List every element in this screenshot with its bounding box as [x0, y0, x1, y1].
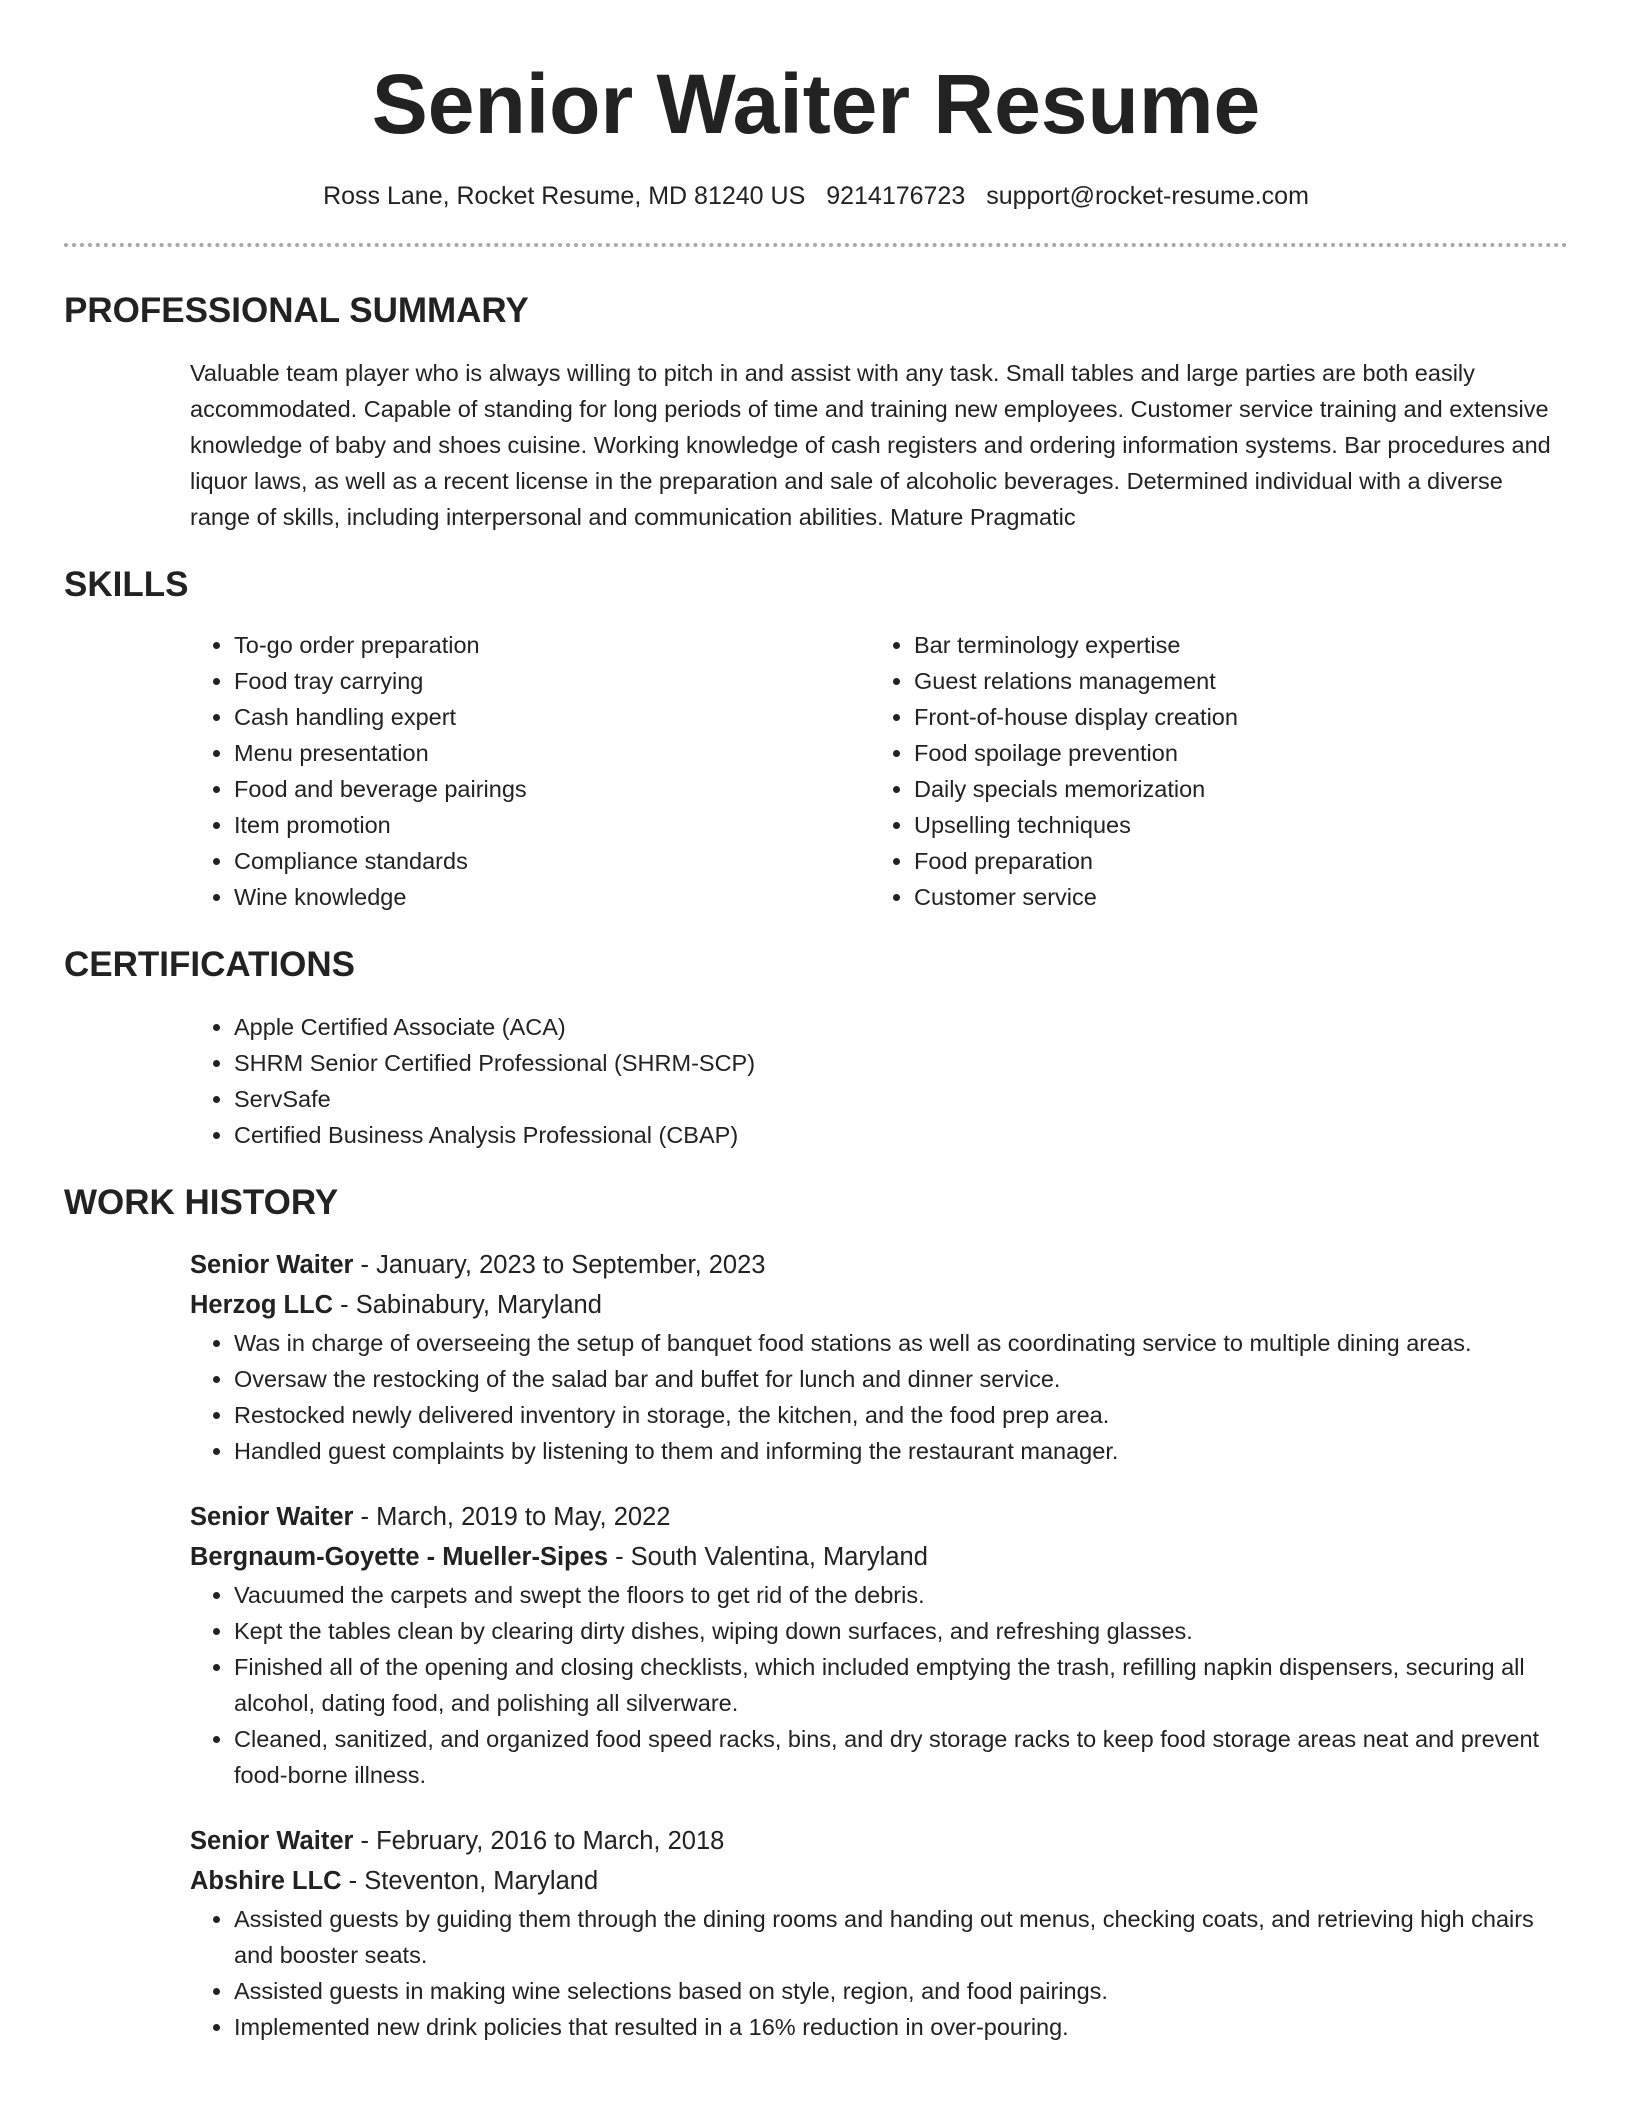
skill-item: • Bar terminology expertise: [914, 627, 1550, 663]
job-duty: • Oversaw the restocking of the salad bar and buffet for lunch and dinner service.: [234, 1361, 1568, 1397]
job-duties: [190, 1577, 1568, 1793]
skills-column-left: [190, 627, 870, 915]
work-history-body: [190, 1245, 1568, 2045]
certification-item: • SHRM Senior Certified Professional (SHRM-SCP): [234, 1045, 1568, 1081]
job-company-line: [190, 1285, 1568, 1325]
contact-address: Ross Lane, Rocket Resume, MD 81240 US: [323, 182, 806, 210]
work-history-heading: WORK HISTORY: [64, 1182, 339, 1222]
job-duty: • Finished all of the opening and closing checklists, which included emptying the trash, refilling napkin dispensers, securing all alcohol, dating food, and polishing all silverware.: [234, 1649, 1568, 1721]
certification-item: • Apple Certified Associate (ACA): [234, 1009, 1568, 1045]
skill-item: • Wine knowledge: [234, 879, 870, 915]
skills-heading: SKILLS: [64, 564, 189, 604]
certification-item: • Certified Business Analysis Professional (CBAP): [234, 1117, 1568, 1153]
skills-list-left: [190, 627, 870, 915]
certifications-list: [190, 1009, 1568, 1153]
skill-item: • Food tray carrying: [234, 663, 870, 699]
certifications-body: [190, 1009, 1568, 1153]
job-duty: • Assisted guests by guiding them through the dining rooms and handing out menus, checking coats, and retrieving high chairs and booster seats.: [234, 1901, 1568, 1973]
certification-item: • ServSafe: [234, 1081, 1568, 1117]
contact-email: support@rocket-resume.com: [986, 182, 1309, 210]
contact-phone: 9214176723: [826, 182, 966, 210]
job-dates: - March, 2019 to May, 2022: [353, 1502, 671, 1531]
job-role: Senior Waiter: [190, 1502, 354, 1531]
skill-item: • Food and beverage pairings: [234, 771, 870, 807]
skill-item: • Item promotion: [234, 807, 870, 843]
job-title-line: [190, 1245, 1568, 1285]
skills-list-right: [870, 627, 1550, 915]
job-entry: [190, 1821, 1568, 2045]
resume-title: Senior Waiter Resume: [371, 57, 1261, 151]
skill-item: • Food spoilage prevention: [914, 735, 1550, 771]
job-company: Herzog LLC: [190, 1290, 334, 1319]
skill-item: • Customer service: [914, 879, 1550, 915]
job-duty: • Vacuumed the carpets and swept the floors to get rid of the debris.: [234, 1577, 1568, 1613]
job-duty: • Kept the tables clean by clearing dirty dishes, wiping down surfaces, and refreshing glasses.: [234, 1613, 1568, 1649]
job-company-line: [190, 1537, 1568, 1577]
skill-item: • Daily specials memorization: [914, 771, 1550, 807]
job-entry: [190, 1245, 1568, 1469]
job-duty: • Restocked newly delivered inventory in storage, the kitchen, and the food prep area.: [234, 1397, 1568, 1433]
skill-item: • Guest relations management: [914, 663, 1550, 699]
skill-item: • Front-of-house display creation: [914, 699, 1550, 735]
skill-item: • To-go order preparation: [234, 627, 870, 663]
job-duties: [190, 1325, 1568, 1469]
job-duty: • Implemented new drink policies that resulted in a 16% reduction in over-pouring.: [234, 2009, 1568, 2045]
job-dates: - February, 2016 to March, 2018: [353, 1826, 725, 1855]
skill-item: • Upselling techniques: [914, 807, 1550, 843]
job-title-line: [190, 1821, 1568, 1861]
job-duties: [190, 1901, 1568, 2045]
job-entry: [190, 1497, 1568, 1793]
certifications-heading: CERTIFICATIONS: [64, 944, 356, 984]
summary-heading: PROFESSIONAL SUMMARY: [64, 290, 529, 330]
summary-text: Valuable team player who is always willing to pitch in and assist with any task. Small tables and large parties are both easily accommodated. Capable of standing for long periods of time and training new employees. Customer service training and extensive knowledge of baby and shoes cuisine. Working knowledge of cash registers and ordering information systems. Bar procedures and liquor laws, as well as a recent license in the preparation and sale of alcoholic beverages. Determined individual with a diverse range of skills, including interpersonal and communication abilities. Mature Pragmatic: [190, 359, 1551, 530]
job-role: Senior Waiter: [190, 1826, 354, 1855]
job-company-line: [190, 1861, 1568, 1901]
skills-grid: [190, 627, 1568, 915]
job-duty: • Cleaned, sanitized, and organized food speed racks, bins, and dry storage racks to keep food storage areas neat and prevent food-borne illness.: [234, 1721, 1568, 1793]
job-title-line: [190, 1497, 1568, 1537]
contact-line: [64, 180, 1568, 213]
job-company: Abshire LLC: [190, 1866, 342, 1895]
skill-item: • Cash handling expert: [234, 699, 870, 735]
job-location: - South Valentina, Maryland: [608, 1542, 928, 1571]
skills-column-right: [870, 627, 1550, 915]
job-duty: • Assisted guests in making wine selections based on style, region, and food pairings.: [234, 1973, 1568, 2009]
job-duty: • Handled guest complaints by listening to them and informing the restaurant manager.: [234, 1433, 1568, 1469]
skill-item: • Food preparation: [914, 843, 1550, 879]
skill-item: • Compliance standards: [234, 843, 870, 879]
job-dates: - January, 2023 to September, 2023: [353, 1250, 766, 1279]
job-location: - Sabinabury, Maryland: [333, 1290, 602, 1319]
job-company: Bergnaum-Goyette - Mueller-Sipes: [190, 1542, 608, 1571]
job-duty: • Was in charge of overseeing the setup of banquet food stations as well as coordinating service to multiple dining areas.: [234, 1325, 1568, 1361]
job-role: Senior Waiter: [190, 1250, 354, 1279]
skill-item: • Menu presentation: [234, 735, 870, 771]
job-location: - Steventon, Maryland: [341, 1866, 599, 1895]
header-divider: [64, 243, 1568, 247]
